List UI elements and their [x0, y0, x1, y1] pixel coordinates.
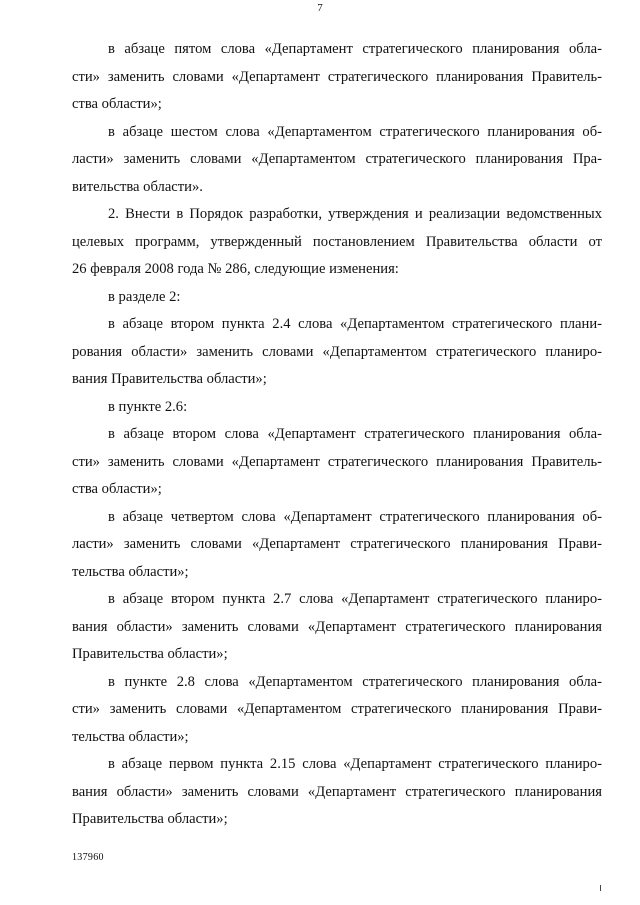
scan-mark: [600, 885, 601, 891]
paragraph-line: ства области»;: [72, 481, 162, 497]
paragraph-line: вания Правительства области»;: [72, 371, 267, 387]
paragraph: [72, 669, 602, 752]
paragraph-line: Правительства области»;: [72, 811, 228, 827]
document-body: [72, 36, 602, 834]
paragraph-line: тельства области»;: [72, 728, 189, 745]
paragraph-line: сти» заменить словами «Департамент стратегического планирования Правитель-: [72, 453, 602, 470]
paragraph: [72, 284, 602, 312]
paragraph-line: 2. Внести в Порядок разработки, утверждения и реализации ведомственных: [108, 206, 602, 222]
paragraph-line: тельства области»;: [72, 563, 189, 580]
page-number: 7: [317, 2, 323, 14]
paragraph-line: ства области»;: [72, 96, 162, 112]
paragraph: [72, 421, 602, 504]
paragraph-line: вительства области».: [72, 178, 203, 195]
paragraph: [72, 586, 602, 669]
paragraph-line: в пункте 2.8 слова «Департаментом стратегического планирования обла-: [108, 673, 602, 690]
paragraph-line: в пункте 2.6:: [108, 398, 188, 415]
paragraph-line: в абзаце первом пункта 2.15 слова «Департамент стратегического планиро-: [108, 756, 602, 772]
paragraph-line: ласти» заменить словами «Департаментом стратегического планирования Пра-: [72, 151, 602, 167]
document-code: 137960: [72, 852, 104, 863]
paragraph: [72, 119, 602, 202]
paragraph-line: в абзаце втором слова «Департамент стратегического планирования обла-: [108, 426, 602, 442]
paragraph-line: сти» заменить словами «Департаментом стратегического планирования Прави-: [72, 701, 602, 717]
paragraph-line: в абзаце втором пункта 2.4 слова «Департаментом стратегического плани-: [108, 316, 602, 332]
paragraph-line: целевых программ, утвержденный постановлением Правительства области от: [72, 233, 602, 250]
paragraph: [72, 394, 602, 422]
paragraph-line: сти» заменить словами «Департамент стратегического планирования Правитель-: [72, 68, 602, 85]
paragraph: [72, 751, 602, 834]
paragraph-line: вания области» заменить словами «Департамент стратегического планирования: [72, 783, 602, 800]
paragraph-line: в абзаце втором пункта 2.7 слова «Департамент стратегического планиро-: [108, 591, 602, 607]
paragraph-line: в абзаце четвертом слова «Департамент стратегического планирования об-: [108, 508, 602, 525]
paragraph: [72, 504, 602, 587]
paragraph: [72, 311, 602, 394]
paragraph-line: ласти» заменить словами «Департамент стратегического планирования Прави-: [72, 536, 602, 552]
paragraph-line: вания области» заменить словами «Департамент стратегического планирования: [72, 618, 602, 635]
paragraph-line: в абзаце пятом слова «Департамент стратегического планирования обла-: [108, 41, 602, 57]
paragraph: [72, 201, 602, 284]
paragraph-line: в разделе 2:: [108, 288, 181, 305]
paragraph-line: в абзаце шестом слова «Департаментом стратегического планирования об-: [108, 123, 602, 140]
paragraph-line: Правительства области»;: [72, 646, 228, 662]
paragraph-line: 26 февраля 2008 года № 286, следующие изменения:: [72, 261, 399, 277]
paragraph-line: рования области» заменить словами «Департаментом стратегического планиро-: [72, 343, 602, 360]
paragraph: [72, 36, 602, 119]
